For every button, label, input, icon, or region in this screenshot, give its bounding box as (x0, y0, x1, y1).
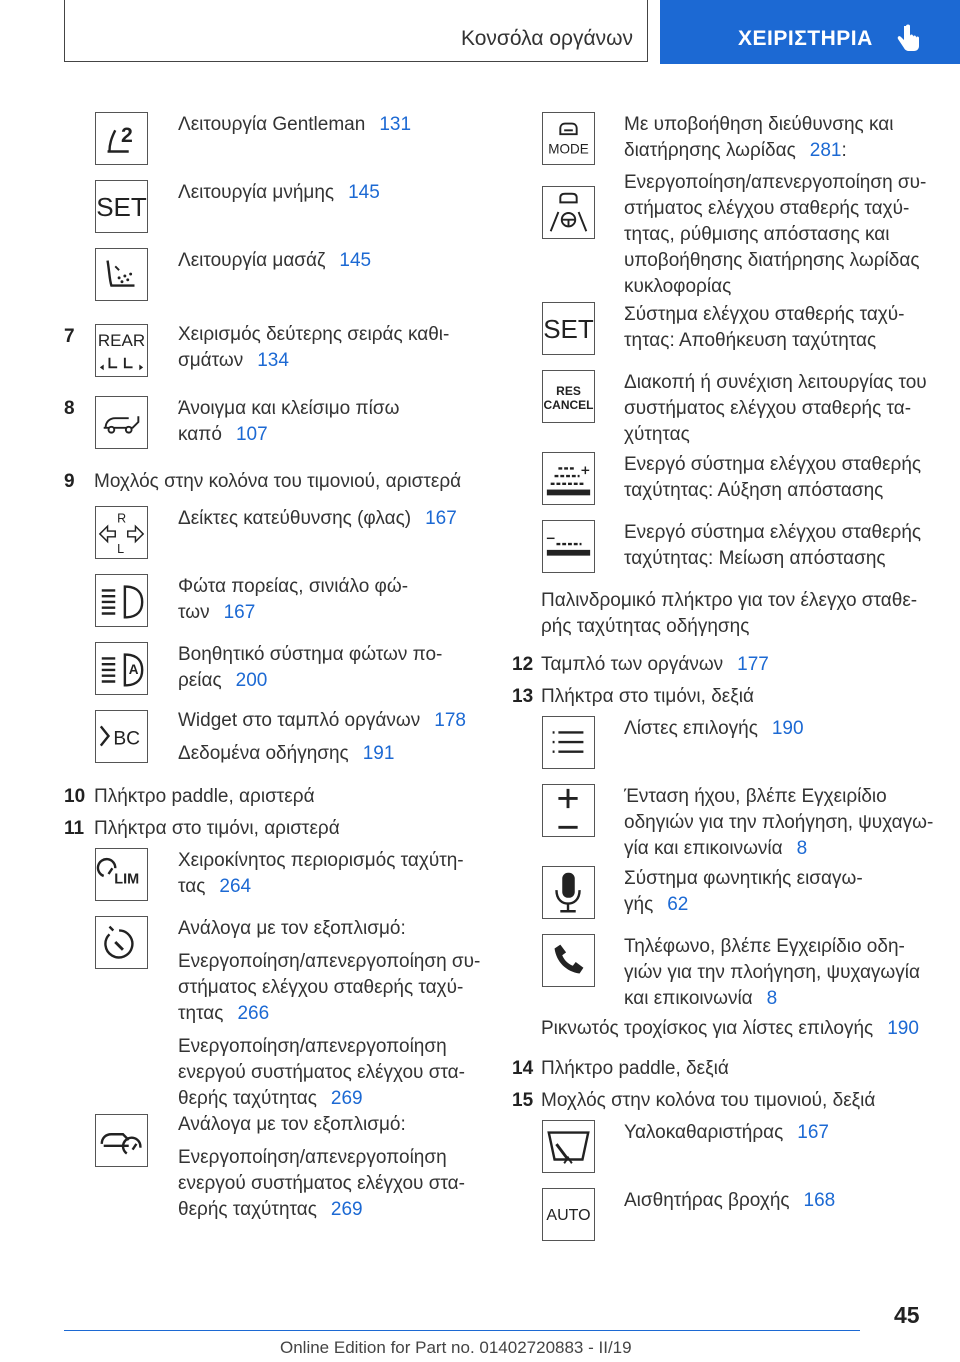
rain-sensor-auto-icon-label: AUTO (546, 1207, 591, 1224)
svg-text:2: 2 (121, 123, 133, 147)
gentleman-page-link[interactable]: 131 (379, 114, 412, 135)
wheel-text: Ρικνωτός τροχίσκος για λίστες επιλογής (541, 1018, 874, 1039)
rescancel-l3: χύτητας (624, 424, 690, 445)
assist-line1: Βοηθητικό σύστημα φώτων πο- (178, 644, 443, 665)
header-chapter-tab[interactable] (660, 0, 960, 64)
phone-page-link[interactable]: 8 (766, 988, 778, 1009)
tailgate-icon (95, 396, 148, 449)
drive-data-text: Δεδομένα οδήγησης (178, 743, 349, 764)
list-icon (542, 716, 595, 769)
header-section-title: Κονσόλα οργάνων (461, 27, 633, 50)
low-beam-icon (95, 574, 148, 627)
cruise-control-icon (95, 916, 148, 969)
lights-line2: των (178, 602, 210, 623)
lane-l3: τητας, ρύθμισης απόστασης και (624, 224, 890, 245)
phone-l2: γιών για την πλοήγηση, ψυχαγωγία (624, 962, 920, 983)
rocker-l1: Παλινδρομικό πλήκτρο για τον έλεγχο σταθε- (541, 590, 918, 611)
phone-l3: και επικοινωνία (624, 988, 753, 1009)
mode-page-link[interactable]: 281 (809, 140, 842, 161)
distminus-l1: Ενεργό σύστημα ελέγχου σταθερής (624, 522, 922, 543)
volume-l1: Ένταση ήχου, βλέπε Εγχειρίδιο (624, 786, 887, 807)
item-10-number: 10 (64, 786, 86, 807)
driving-mode-icon-label: MODE (548, 141, 589, 157)
lane-assist-icon (542, 186, 595, 239)
rescancel-l2: συστήματος ελέγχου σταθερής τα- (624, 398, 912, 419)
item-9-number: 9 (64, 471, 75, 492)
item-14-text: Πλήκτρο paddle, δεξιά (541, 1058, 729, 1079)
item-8-line1: Άνοιγμα και κλείσιμο πίσω (178, 398, 400, 419)
acc-b2: ενεργού συστήματος ελέγχου στα- (178, 1173, 465, 1194)
wiper-text: Υαλοκαθαριστήρας (624, 1122, 784, 1143)
wiper-icon (542, 1120, 595, 1173)
mode-suffix: : (841, 140, 847, 161)
assist-page-link[interactable]: 200 (235, 670, 268, 691)
distance-decrease-icon (542, 520, 595, 573)
item-13-text: Πλήκτρα στο τιμόνι, δεξιά (541, 686, 754, 707)
massage-seat-icon (95, 248, 148, 301)
cruise-page-a-link[interactable]: 266 (237, 1003, 270, 1024)
cruise-a3: τητας (178, 1003, 224, 1024)
cruise-b2: ενεργού συστήματος ελέγχου στα- (178, 1062, 465, 1083)
distminus-l2: ταχύτητας: Μείωση απόστασης (624, 548, 886, 569)
item-7-number: 7 (64, 326, 75, 347)
lane-l1: Ενεργοποίηση/απενεργοποίηση συ- (624, 172, 927, 193)
item-9-text: Μοχλός στην κολόνα του τιμονιού, αριστερά (94, 471, 462, 492)
rain-sensor-auto-icon (542, 1188, 595, 1241)
memory-text: Λειτουργία μνήμης (178, 182, 335, 203)
driving-mode-icon (542, 112, 595, 165)
rear-seat-icon (95, 324, 148, 377)
limiter-line2: τας (178, 876, 206, 897)
res-cancel-icon-label2: CANCEL (543, 398, 594, 412)
voice-l2: γής (624, 894, 654, 915)
widget-text: Widget στο ταμπλό οργάνων (178, 710, 421, 731)
res-cancel-icon (542, 370, 595, 423)
item-11-text: Πλήκτρα στο τιμόνι, αριστερά (94, 818, 340, 839)
mode-line1: Με υποβοήθηση διεύθυνσης και (624, 114, 894, 135)
high-beam-assist-icon-label: A (128, 661, 139, 677)
item-8-number: 8 (64, 398, 75, 419)
massage-text: Λειτουργία μασάζ (178, 250, 326, 271)
turn-signal-icon-r: R (117, 511, 127, 526)
res-cancel-icon-label1: RES (556, 384, 581, 398)
volume-l3: γία και επικοινωνία (624, 838, 783, 859)
acc-intro: Ανάλογα με τον εξοπλισμό: (178, 1114, 406, 1135)
page-number: 45 (894, 1302, 920, 1328)
item-13-number: 13 (512, 686, 534, 707)
bc-button-icon (95, 710, 148, 763)
item-15-number: 15 (512, 1090, 534, 1111)
cruise-b1: Ενεργοποίηση/απενεργοποίηση (178, 1036, 447, 1057)
item-7-line2: σμάτων (178, 350, 244, 371)
limiter-page-link[interactable]: 264 (219, 876, 252, 897)
voice-microphone-icon (542, 866, 595, 919)
gentleman-text: Λειτουργία Gentleman (178, 114, 366, 135)
item-14-number: 14 (512, 1058, 534, 1079)
cruise-b3: θερής ταχύτητας (178, 1088, 317, 1109)
acc-b3: θερής ταχύτητας (178, 1199, 317, 1220)
set-l2: τητας: Αποθήκευση ταχύτητας (624, 330, 877, 351)
speed-limiter-icon (95, 848, 148, 901)
cruise-intro: Ανάλογα με τον εξοπλισμό: (178, 918, 406, 939)
item-12-page-link[interactable]: 177 (737, 654, 769, 675)
lane-l4: υποβοήθησης διατήρησης λωρίδας (624, 250, 920, 271)
bc-button-icon-label: BC (113, 728, 141, 750)
rescancel-l1: Διακοπή ή συνέχιση λειτουργίας του (624, 372, 927, 393)
phone-l1: Τηλέφωνο, βλέπε Εγχειρίδιο οδη- (624, 936, 905, 957)
mode-line2: διατήρησης λωρίδας (624, 140, 796, 161)
lights-line1: Φώτα πορείας, σινιάλο φώ- (178, 576, 409, 597)
turn-signal-text: Δείκτες κατεύθυνσης (φλας) (178, 508, 412, 529)
cruise-a1: Ενεργοποίηση/απενεργοποίηση συ- (178, 951, 481, 972)
rain-text: Αισθητήρας βροχής (624, 1190, 790, 1211)
voice-page-link[interactable]: 62 (667, 894, 689, 915)
volume-l2: οδηγιών για την πλοήγηση, ψυχαγω- (624, 812, 934, 833)
item-10-text: Πλήκτρο paddle, αριστερά (94, 786, 315, 807)
item-7-line1: Χειρισμός δεύτερης σειράς καθι- (178, 324, 450, 345)
item-8-line2: καπό (178, 424, 222, 445)
widget-page-link[interactable]: 178 (434, 710, 466, 731)
item-12-text: Ταμπλό των οργάνων (541, 654, 724, 675)
active-cruise-icon (95, 1114, 148, 1167)
rocker-l2: ρής ταχύτητας οδήγησης (541, 616, 750, 637)
item-12-number: 12 (512, 654, 534, 675)
item-15-text: Μοχλός στην κολόνα του τιμονιού, δεξιά (541, 1090, 876, 1111)
lights-page-link[interactable]: 167 (223, 602, 256, 623)
volume-icon (542, 784, 595, 837)
lists-text: Λίστες επιλογής (624, 718, 758, 739)
cruise-page-b-link[interactable]: 269 (330, 1088, 363, 1109)
massage-page-link[interactable]: 145 (339, 250, 372, 271)
volume-page-link[interactable]: 8 (796, 838, 808, 859)
header-section-box (64, 0, 648, 62)
cruise-set-icon (542, 302, 595, 355)
cruise-a2: στήματος ελέγχου σταθερής ταχύ- (178, 977, 464, 998)
footer-edition-text: Online Edition for Part no. 01402720883 - II/19 (280, 1338, 632, 1357)
wheel-page-link[interactable]: 190 (887, 1018, 919, 1039)
voice-l1: Σύστημα φωνητικής εισαγω- (624, 868, 863, 889)
acc-page-link[interactable]: 269 (330, 1199, 363, 1220)
distance-increase-icon (542, 452, 595, 505)
footer-divider (64, 1330, 860, 1331)
set-l1: Σύστημα ελέγχου σταθερής ταχύ- (624, 304, 905, 325)
memory-page-link[interactable]: 145 (348, 182, 380, 203)
turn-signal-icon (95, 506, 148, 559)
item-8-page-link[interactable]: 107 (235, 424, 268, 445)
gentleman-icon (95, 112, 148, 165)
memory-set-icon-label: SET (96, 192, 147, 222)
speed-limiter-icon-label: LIM (114, 871, 140, 888)
item-11-number: 11 (64, 818, 85, 839)
high-beam-assist-icon (95, 642, 148, 695)
acc-b1: Ενεργοποίηση/απενεργοποίηση (178, 1147, 447, 1168)
distplus-l2: ταχύτητας: Αύξηση απόστασης (624, 480, 884, 501)
hand-pointer-icon (896, 24, 922, 54)
assist-line2: ρείας (178, 670, 222, 691)
limiter-line1: Χειροκίνητος περιορισμός ταχύτη- (178, 850, 464, 871)
lane-l5: κυκλοφορίας (624, 276, 732, 297)
distplus-l1: Ενεργό σύστημα ελέγχου σταθερής (624, 454, 922, 475)
memory-set-icon (95, 180, 148, 233)
turn-signal-icon-l: L (117, 542, 125, 557)
rain-page-link[interactable]: 168 (803, 1190, 836, 1211)
cruise-set-icon-label: SET (543, 314, 594, 344)
drive-data-page-link[interactable]: 191 (362, 743, 395, 764)
item-7-page-link[interactable]: 134 (257, 350, 289, 371)
rear-seat-icon-label: REAR (97, 331, 146, 350)
header-chapter-title: ΧΕΙΡΙΣΤΗΡΙΑ (738, 27, 873, 50)
turn-signal-page-link[interactable]: 167 (425, 508, 457, 529)
phone-icon (542, 934, 595, 987)
lists-page-link[interactable]: 190 (771, 718, 804, 739)
lane-l2: στήματος ελέγχου σταθερής ταχύ- (624, 198, 910, 219)
wiper-page-link[interactable]: 167 (797, 1122, 829, 1143)
